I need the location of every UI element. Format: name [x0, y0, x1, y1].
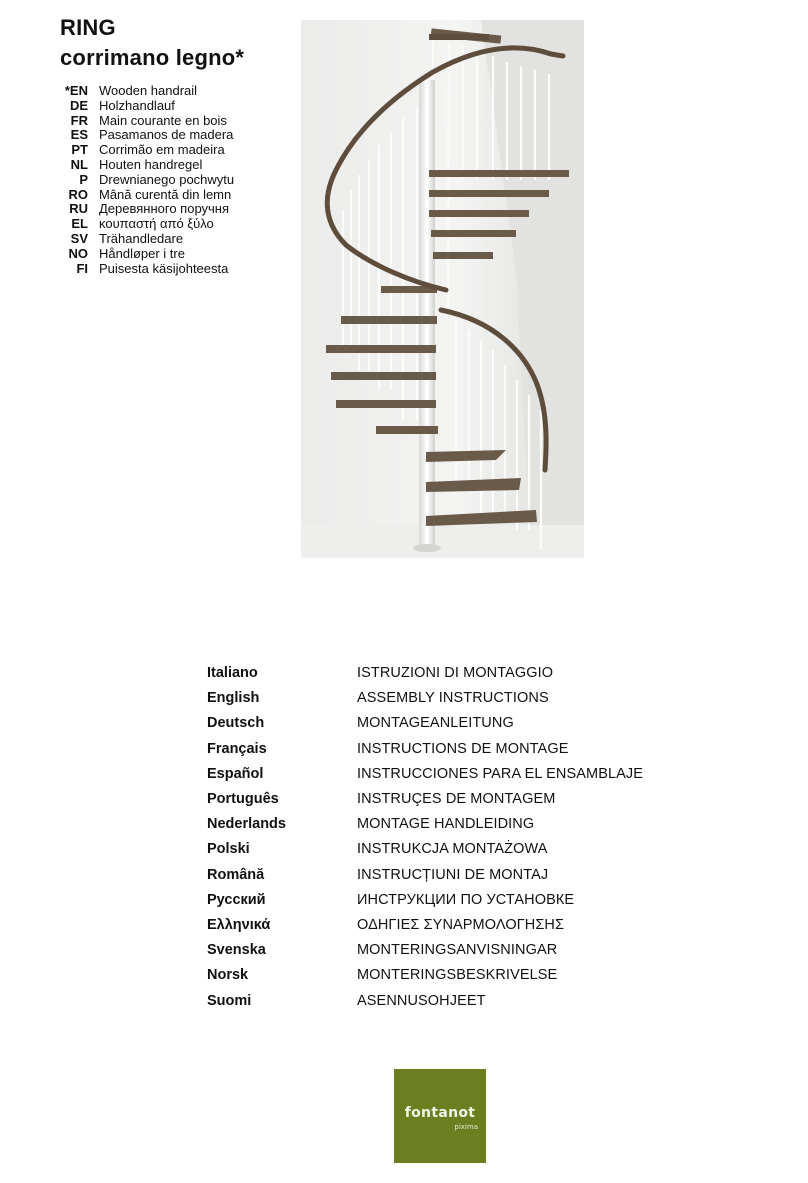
language-name: Italiano — [207, 665, 258, 681]
translation-code: FR — [70, 112, 88, 128]
language-instructions: INSTRUCCIONES PARA EL ENSAMBLAJE — [357, 765, 644, 782]
translation-row — [50, 247, 234, 262]
language-row — [207, 888, 643, 913]
translation-text: Houten handregel — [99, 156, 203, 172]
language-row — [207, 711, 643, 736]
central-column — [419, 80, 435, 550]
language-table — [207, 661, 643, 1014]
translation-text: Wooden handrail — [99, 83, 198, 98]
translation-code: RO — [68, 186, 88, 202]
translation-code: P — [79, 171, 88, 187]
language-name: Suomi — [207, 992, 252, 1009]
language-row — [207, 787, 643, 812]
translation-text: Mână curentă din lemn — [99, 186, 232, 202]
translation-code: DE — [69, 97, 88, 113]
language-name: Polski — [207, 841, 250, 858]
translation-text: Trähandledare — [99, 230, 184, 246]
language-row — [207, 686, 643, 711]
language-instructions: MONTERINGSBESKRIVELSE — [357, 967, 558, 984]
translation-text: Деревянного поручня — [99, 201, 230, 217]
language-instructions: ΟΔΗΓΙΕΣ ΣΥΝΑΡΜΟΛΟΓΗΣΗΣ — [357, 917, 565, 934]
language-name: English — [207, 690, 260, 707]
logo-brand-text: fontanot — [404, 1105, 476, 1121]
language-name: Svenska — [207, 942, 266, 959]
language-row — [207, 938, 643, 963]
translation-row — [50, 262, 234, 277]
language-name: Español — [207, 765, 264, 782]
language-row — [207, 989, 643, 1014]
logo-sub-text: pixima — [454, 1123, 478, 1131]
language-row — [207, 863, 643, 888]
language-name: Português — [207, 791, 279, 808]
language-row — [207, 837, 643, 862]
translation-code: SV — [70, 230, 88, 246]
translation-text: Drewnianego pochwytu — [99, 171, 235, 187]
language-name: Nederlands — [207, 816, 286, 833]
translation-text: Corrimão em madeira — [99, 142, 225, 158]
translation-text: Puisesta käsijohteesta — [99, 260, 229, 276]
translation-code: EL — [71, 216, 88, 232]
language-row — [207, 661, 643, 686]
translation-text: Pasamanos de madera — [99, 127, 234, 143]
translation-row — [50, 143, 234, 158]
translation-row — [50, 114, 234, 129]
language-instructions: MONTAGEANLEITUNG — [357, 715, 514, 732]
translation-code: PT — [71, 142, 88, 158]
language-instructions: INSTRUKCJA MONTAŻOWA — [357, 841, 548, 858]
translation-text: Holzhandlauf — [99, 97, 175, 113]
translation-row — [50, 128, 234, 143]
language-instructions: INSTRUCȚIUNI DE MONTAJ — [357, 866, 549, 883]
translation-row — [50, 217, 234, 232]
translation-code: NL — [70, 156, 88, 172]
language-row — [207, 812, 643, 837]
language-row — [207, 737, 643, 762]
product-subtitle: corrimano legno* — [60, 45, 245, 70]
translation-text: κουπαστή από ξύλο — [99, 216, 214, 232]
translation-text: Håndløper i tre — [99, 245, 185, 261]
translation-code: NO — [68, 245, 88, 261]
language-instructions: INSTRUÇES DE MONTAGEM — [357, 791, 556, 808]
language-instructions: MONTAGE HANDLEIDING — [357, 816, 535, 833]
translation-row — [50, 232, 234, 247]
language-name: Deutsch — [207, 715, 265, 732]
language-name: Français — [207, 740, 267, 757]
language-instructions: ASENNUSOHJEET — [357, 992, 486, 1009]
spiral-staircase-image — [301, 20, 584, 558]
language-name: Русский — [207, 891, 266, 908]
language-instructions: ISTRUZIONI DI MONTAGGIO — [357, 665, 554, 681]
language-instructions: INSTRUCTIONS DE MONTAGE — [357, 740, 569, 757]
translation-row — [50, 99, 234, 114]
translation-row — [50, 188, 234, 203]
language-row — [207, 762, 643, 787]
column-base — [413, 544, 441, 552]
product-title: RING — [60, 15, 116, 40]
translation-text: Main courante en bois — [99, 112, 227, 128]
language-instructions: ASSEMBLY INSTRUCTIONS — [357, 690, 549, 707]
translation-code: RU — [69, 201, 88, 217]
fontanot-logo — [394, 1069, 486, 1163]
translation-list — [50, 84, 234, 276]
language-row — [207, 963, 643, 988]
translation-code: FI — [76, 260, 88, 276]
language-name: Norsk — [207, 967, 249, 984]
translation-row — [50, 202, 234, 217]
language-instructions: ИНСТРУКЦИИ ПО УСТАНОВКЕ — [357, 891, 575, 908]
language-name: Română — [207, 866, 265, 883]
translation-row — [50, 158, 234, 173]
translation-row — [50, 84, 234, 99]
language-name: Ελληνικά — [207, 917, 271, 934]
language-row — [207, 913, 643, 938]
translation-row — [50, 173, 234, 188]
language-instructions: MONTERINGSANVISNINGAR — [357, 942, 558, 959]
translation-code: *EN — [64, 83, 88, 98]
translation-code: ES — [70, 127, 88, 143]
